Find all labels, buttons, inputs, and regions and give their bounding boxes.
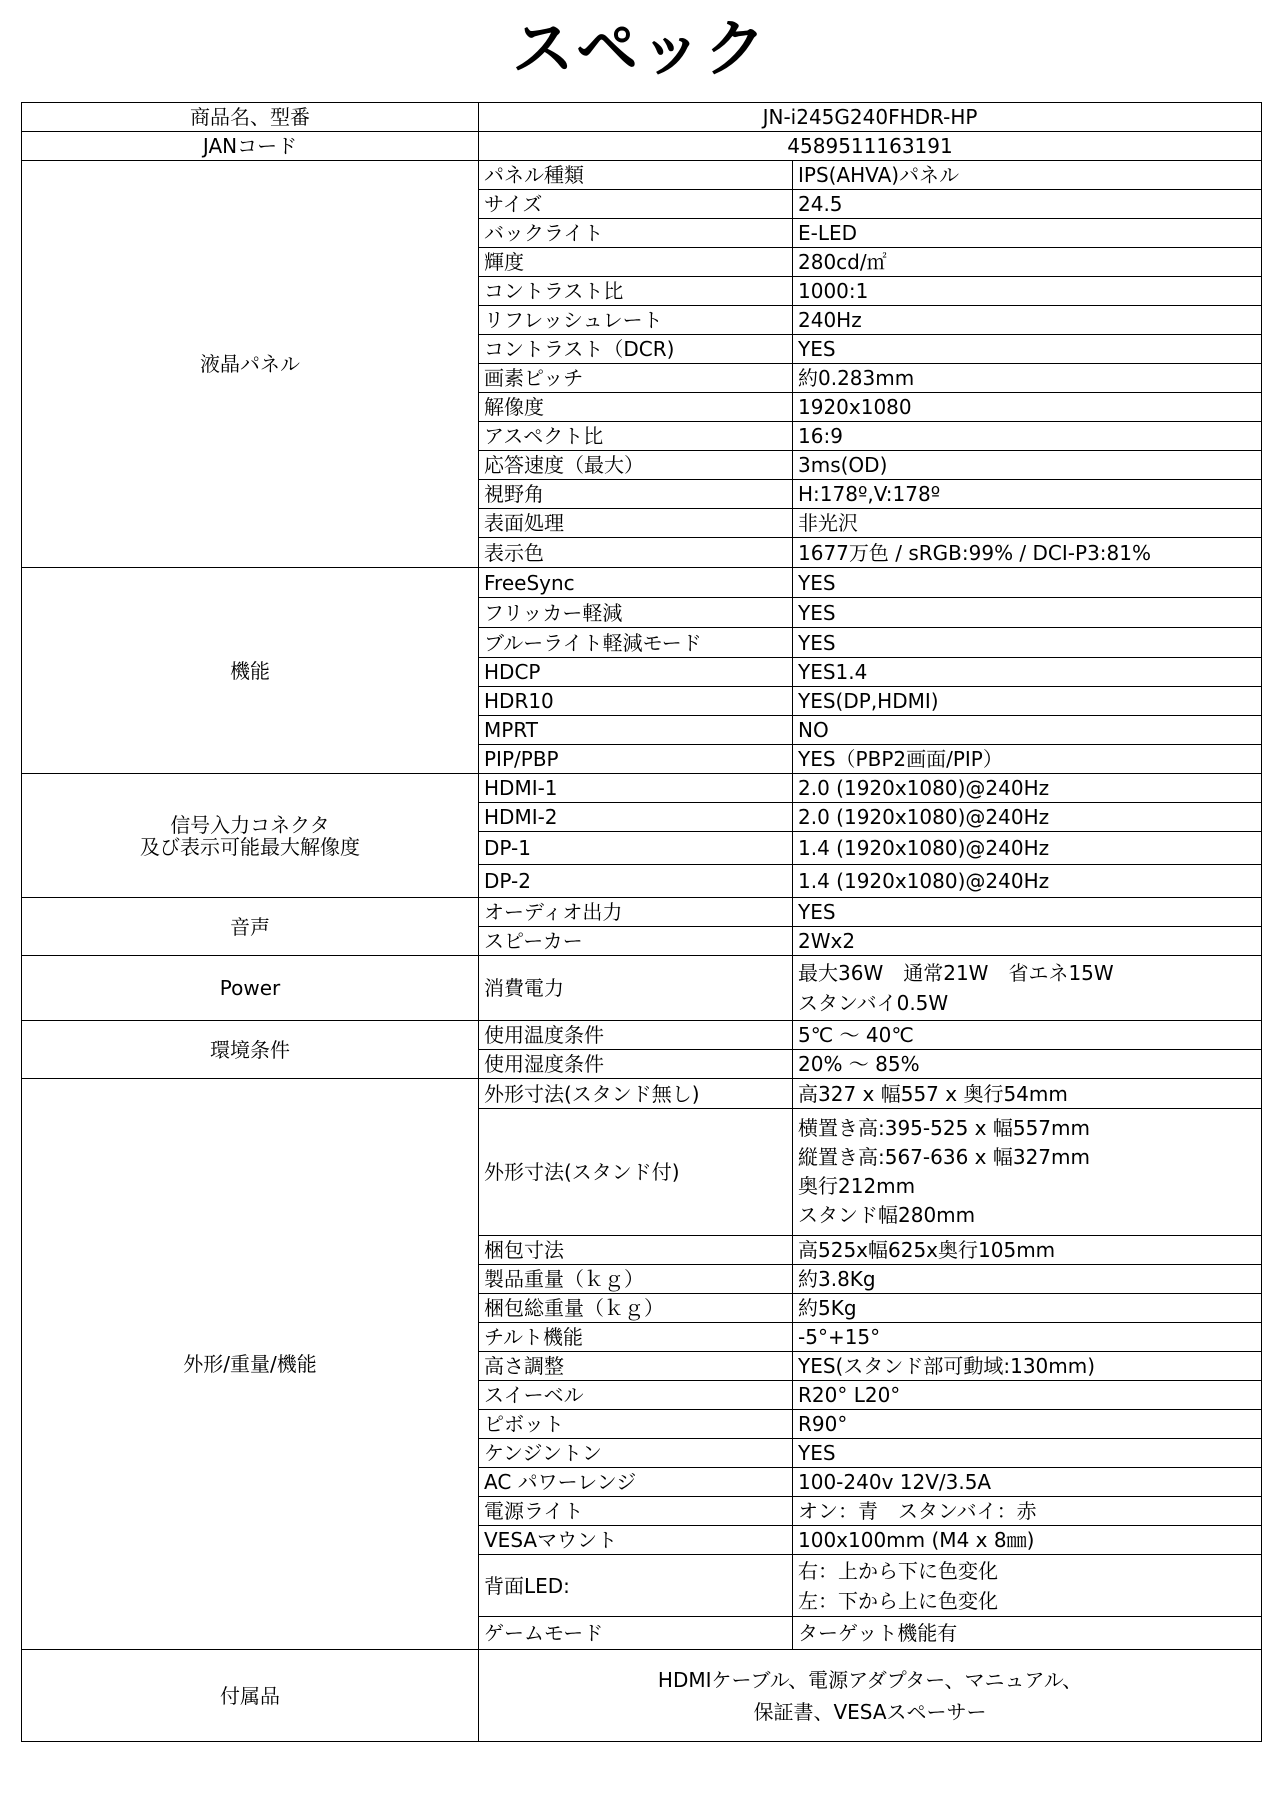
spec-value-line: YES <box>798 900 836 924</box>
spec-value-line: 1.4 (1920x1080)@240Hz <box>798 836 1050 860</box>
spec-label: コントラスト（DCR) <box>479 335 793 364</box>
spec-value <box>793 1323 1262 1352</box>
spec-value-line: 2.0 (1920x1080)@240Hz <box>798 805 1050 829</box>
spec-label: 表面処理 <box>479 509 793 538</box>
spec-value-line: 16:9 <box>798 424 843 448</box>
spec-header-row <box>22 103 1262 132</box>
spec-row <box>22 568 1262 598</box>
section-category-line: 及び表示可能最大解像度 <box>140 834 360 859</box>
spec-value <box>793 1109 1262 1236</box>
section-category <box>22 956 479 1021</box>
spec-value-line: 約5Kg <box>798 1296 857 1320</box>
accessories-value-line: HDMIケーブル、電源アダプター、マニュアル、 <box>657 1667 1083 1692</box>
spec-row <box>22 161 1262 190</box>
spec-value <box>793 219 1262 248</box>
spec-value-line: YES(スタンド部可動域:130mm) <box>798 1354 1096 1378</box>
spec-value-line: YES <box>798 1441 836 1465</box>
section-category-line: 外形/重量/機能 <box>183 1352 317 1376</box>
spec-label: 解像度 <box>479 393 793 422</box>
spec-value-line: 24.5 <box>798 192 843 216</box>
spec-label: 電源ライト <box>479 1497 793 1526</box>
spec-header-row <box>22 132 1262 161</box>
spec-label: 表示色 <box>479 538 793 568</box>
spec-label: 背面LED: <box>479 1555 793 1617</box>
spec-label: コントラスト比 <box>479 277 793 306</box>
section-category-line: 信号入力コネクタ <box>170 812 330 837</box>
spec-value <box>793 1410 1262 1439</box>
spec-value <box>793 1555 1262 1617</box>
spec-header-value: JN-i245G240FHDR-HP <box>479 103 1262 132</box>
spec-row <box>22 956 1262 1021</box>
spec-value <box>793 480 1262 509</box>
spec-label: サイズ <box>479 190 793 219</box>
spec-label: 高さ調整 <box>479 1352 793 1381</box>
section-category <box>22 161 479 568</box>
spec-label: バックライト <box>479 219 793 248</box>
spec-value-line: ターゲット機能有 <box>798 1621 958 1645</box>
spec-value-line: 3ms(OD) <box>798 453 888 477</box>
spec-value <box>793 716 1262 745</box>
spec-label: 応答速度（最大） <box>479 451 793 480</box>
spec-label: 使用温度条件 <box>479 1021 793 1050</box>
spec-label: ゲームモード <box>479 1617 793 1650</box>
spec-value <box>793 1021 1262 1050</box>
spec-value-line: 横置き高:395-525 x 幅557mm <box>798 1116 1090 1140</box>
spec-label: オーディオ出力 <box>479 898 793 927</box>
spec-value-line: 100x100mm (M4 x 8㎜) <box>798 1528 1035 1552</box>
spec-label: AC パワーレンジ <box>479 1468 793 1497</box>
spec-value <box>793 1265 1262 1294</box>
spec-label: ケンジントン <box>479 1439 793 1468</box>
section-category-line: 音声 <box>230 914 270 939</box>
spec-label: DP-1 <box>479 832 793 865</box>
spec-label: 梱包総重量（ｋｇ） <box>479 1294 793 1323</box>
spec-value <box>793 774 1262 803</box>
spec-value <box>793 1294 1262 1323</box>
spec-value <box>793 1497 1262 1526</box>
spec-table-body <box>22 103 1262 1742</box>
spec-value <box>793 393 1262 422</box>
page-title: スペック <box>511 12 768 85</box>
spec-value-line: スタンド幅280mm <box>798 1203 976 1227</box>
accessories-row <box>22 1650 1262 1742</box>
spec-value-line: 1920x1080 <box>798 395 912 419</box>
spec-label: 輝度 <box>479 248 793 277</box>
section-category-line: 環境条件 <box>210 1037 290 1062</box>
spec-value <box>793 1526 1262 1555</box>
spec-value <box>793 1617 1262 1650</box>
spec-label: 画素ピッチ <box>479 364 793 393</box>
spec-value-line: 高525x幅625x奥行105mm <box>798 1238 1056 1262</box>
spec-value-line: 2Wx2 <box>798 929 856 953</box>
spec-value-line: YES1.4 <box>798 660 868 684</box>
spec-value-line: -5°+15° <box>798 1325 881 1349</box>
spec-value-line: YES <box>798 337 836 361</box>
spec-value-line: IPS(AHVA)パネル <box>798 163 960 187</box>
spec-value-line: 20% ～ 85% <box>798 1052 920 1076</box>
spec-value <box>793 865 1262 898</box>
spec-label: 外形寸法(スタンド無し) <box>479 1079 793 1109</box>
spec-value-line: YES <box>798 570 836 595</box>
spec-value-line: 1677万色 / sRGB:99% / DCI-P3:81% <box>798 540 1151 565</box>
spec-value <box>793 898 1262 927</box>
spec-value-line: スタンバイ0.5W <box>798 991 949 1015</box>
spec-label: DP-2 <box>479 865 793 898</box>
accessories-value-line: 保証書、VESAスペーサー <box>753 1699 987 1724</box>
spec-value <box>793 1050 1262 1079</box>
spec-value-line: YES（PBP2画面/PIP） <box>798 747 1003 771</box>
spec-value <box>793 832 1262 865</box>
spec-value-line: 最大36W 通常21W 省エネ15W <box>798 961 1114 985</box>
spec-label: ピボット <box>479 1410 793 1439</box>
spec-row <box>22 1079 1262 1109</box>
spec-label: ブルーライト軽減モード <box>479 628 793 658</box>
spec-value-line: YES <box>798 600 836 625</box>
spec-label: 視野角 <box>479 480 793 509</box>
section-category <box>22 568 479 774</box>
spec-value <box>793 248 1262 277</box>
spec-value-line: オン：青 スタンバイ：赤 <box>798 1499 1037 1523</box>
spec-label: PIP/PBP <box>479 745 793 774</box>
spec-label: リフレッシュレート <box>479 306 793 335</box>
spec-value <box>793 1439 1262 1468</box>
spec-label: 梱包寸法 <box>479 1236 793 1265</box>
spec-value-line: YES <box>798 630 836 655</box>
spec-value <box>793 598 1262 628</box>
spec-row <box>22 898 1262 927</box>
section-category <box>22 774 479 898</box>
spec-row <box>22 774 1262 803</box>
spec-value-line: 左：下から上に色変化 <box>798 1588 998 1613</box>
spec-row <box>22 1021 1262 1050</box>
spec-label: アスペクト比 <box>479 422 793 451</box>
spec-value <box>793 745 1262 774</box>
spec-label: HDCP <box>479 658 793 687</box>
spec-value <box>793 628 1262 658</box>
spec-value-line: E-LED <box>798 221 858 245</box>
spec-value <box>793 568 1262 598</box>
spec-value-line: 右：上から下に色変化 <box>798 1558 998 1583</box>
spec-label: 消費電力 <box>479 956 793 1021</box>
spec-value <box>793 509 1262 538</box>
spec-value-line: 高327 x 幅557 x 奥行54mm <box>798 1081 1068 1106</box>
spec-value-line: 1.4 (1920x1080)@240Hz <box>798 869 1050 893</box>
spec-label: チルト機能 <box>479 1323 793 1352</box>
spec-value <box>793 306 1262 335</box>
spec-value-line: 5℃ ～ 40℃ <box>798 1023 914 1047</box>
spec-value <box>793 277 1262 306</box>
spec-value-line: 非光沢 <box>798 511 858 535</box>
spec-value <box>793 335 1262 364</box>
spec-value <box>793 161 1262 190</box>
section-category <box>22 1021 479 1079</box>
spec-value-line: 約0.283mm <box>798 366 915 390</box>
spec-value-line: 100-240v 12V/3.5A <box>798 1470 992 1494</box>
spec-header-value: 4589511163191 <box>479 132 1262 161</box>
section-category <box>22 1079 479 1650</box>
spec-label: MPRT <box>479 716 793 745</box>
accessories-label: 付属品 <box>22 1650 479 1742</box>
spec-value <box>793 1079 1262 1109</box>
spec-value-line: 280cd/㎡ <box>798 250 887 274</box>
spec-label: パネル種類 <box>479 161 793 190</box>
section-category-line: 液晶パネル <box>200 352 300 376</box>
spec-value-line: 約3.8Kg <box>798 1267 876 1291</box>
accessories-value <box>479 1650 1262 1742</box>
spec-value <box>793 927 1262 956</box>
spec-value <box>793 658 1262 687</box>
spec-value <box>793 956 1262 1021</box>
spec-value-line: 縦置き高:567-636 x 幅327mm <box>798 1145 1090 1169</box>
section-category-line: Power <box>219 976 281 1000</box>
spec-value-line: 240Hz <box>798 308 862 332</box>
spec-label: HDR10 <box>479 687 793 716</box>
spec-value-line: R90° <box>798 1412 848 1436</box>
spec-value <box>793 803 1262 832</box>
spec-label: HDMI-1 <box>479 774 793 803</box>
spec-value-line: NO <box>798 718 829 742</box>
spec-table <box>21 102 1262 1742</box>
spec-value <box>793 364 1262 393</box>
spec-label: スイーベル <box>479 1381 793 1410</box>
spec-value <box>793 538 1262 568</box>
spec-value <box>793 1236 1262 1265</box>
spec-value <box>793 1381 1262 1410</box>
spec-value-line: 奥行212mm <box>798 1174 916 1198</box>
spec-header-label: 商品名、型番 <box>22 103 479 132</box>
spec-value-line: R20° L20° <box>798 1383 901 1407</box>
spec-value <box>793 687 1262 716</box>
spec-label: スピーカー <box>479 927 793 956</box>
spec-label: 使用湿度条件 <box>479 1050 793 1079</box>
spec-label: FreeSync <box>479 568 793 598</box>
spec-value <box>793 422 1262 451</box>
spec-value-line: 1000:1 <box>798 279 869 303</box>
spec-value-line: H:178º,V:178º <box>798 482 941 506</box>
spec-value <box>793 1352 1262 1381</box>
spec-label: HDMI-2 <box>479 803 793 832</box>
spec-label: フリッカー軽減 <box>479 598 793 628</box>
spec-label: 外形寸法(スタンド付) <box>479 1109 793 1236</box>
spec-value <box>793 451 1262 480</box>
spec-value-line: YES(DP,HDMI) <box>798 689 939 713</box>
spec-value <box>793 190 1262 219</box>
spec-label: 製品重量（ｋｇ） <box>479 1265 793 1294</box>
section-category <box>22 898 479 956</box>
spec-header-label: JANコード <box>22 132 479 161</box>
spec-value <box>793 1468 1262 1497</box>
spec-value-line: 2.0 (1920x1080)@240Hz <box>798 776 1050 800</box>
spec-label: VESAマウント <box>479 1526 793 1555</box>
section-category-line: 機能 <box>230 658 270 683</box>
